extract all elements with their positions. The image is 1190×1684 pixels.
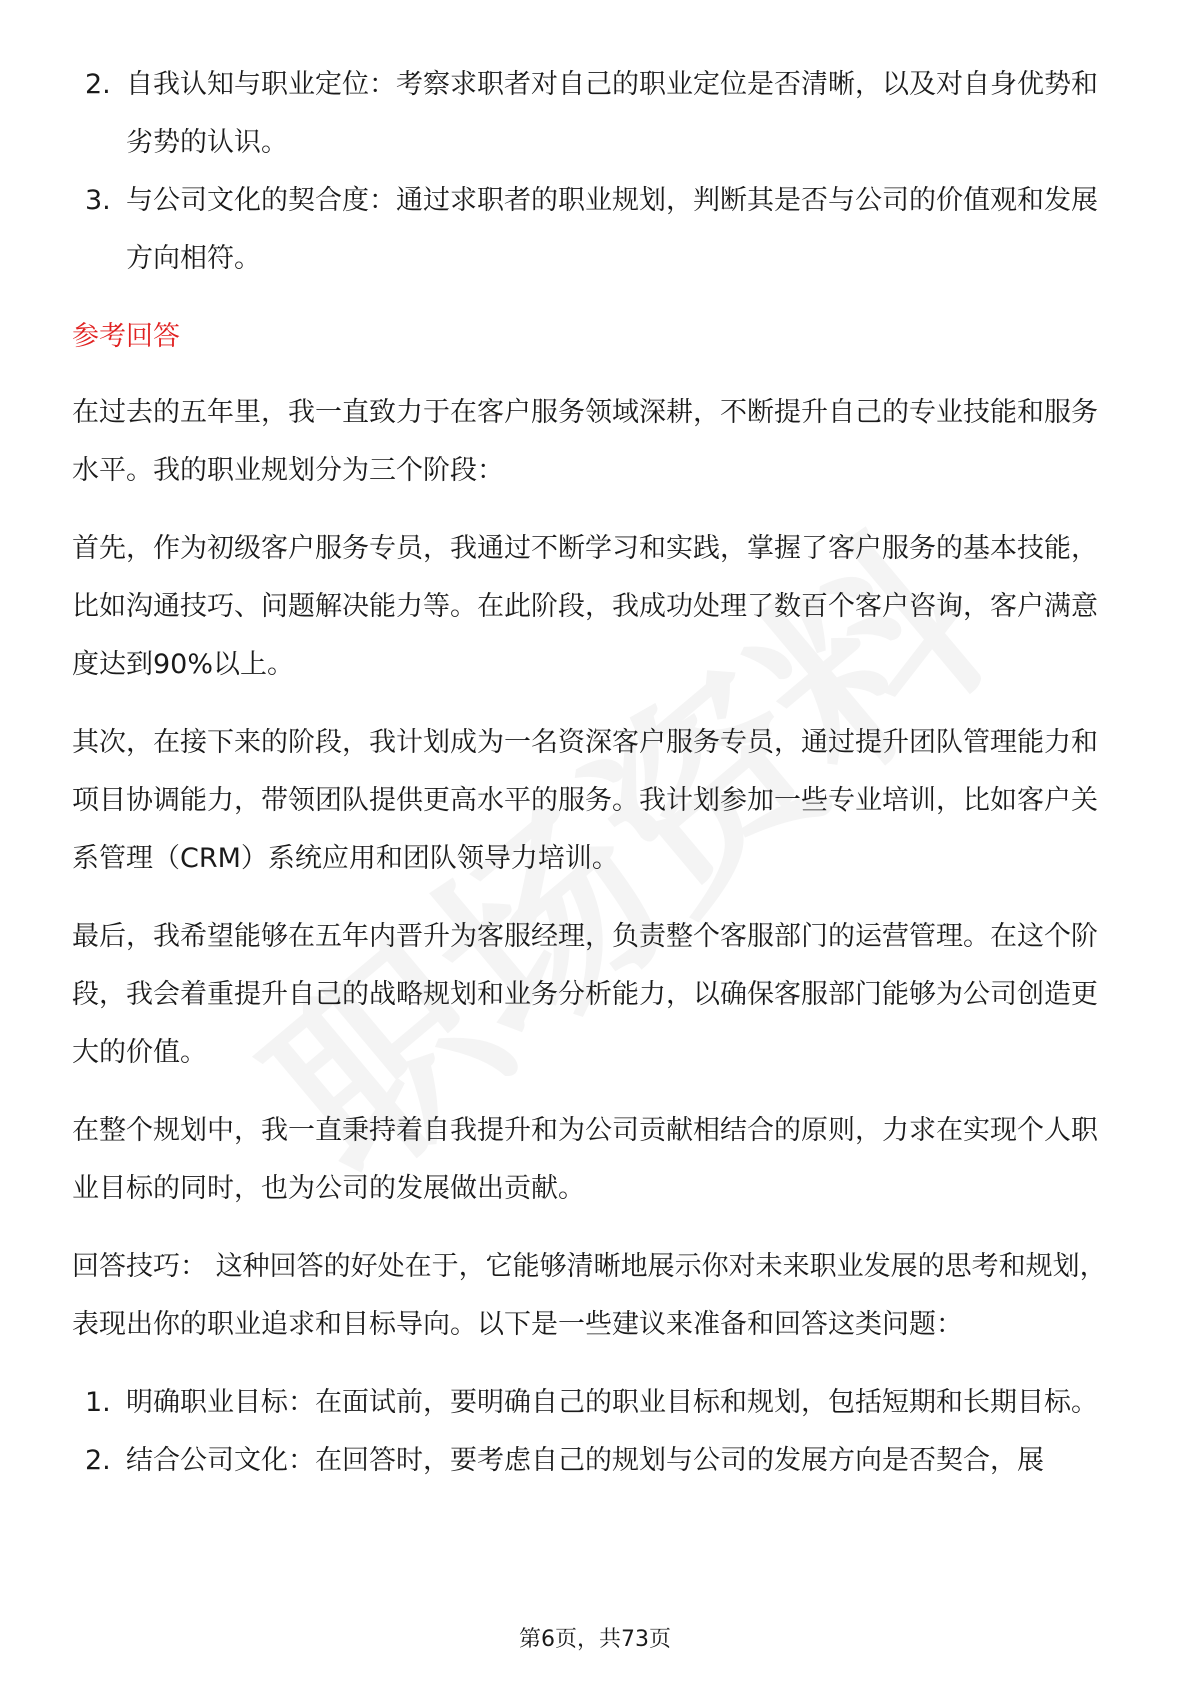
document-content bbox=[72, 56, 1122, 1490]
paragraph: 回答技巧： 这种回答的好处在于，它能够清晰地展示你对未来职业发展的思考和规划，表现出你的职业追求和目标导向。以下是一些建议来准备和回答这类问题： bbox=[72, 1251, 1107, 1340]
criteria-list bbox=[72, 56, 1122, 288]
list-item bbox=[72, 172, 1122, 288]
list-text: 自我认知与职业定位：考察求职者对自己的职业定位是否清晰，以及对自身优势和劣势的认识。 bbox=[126, 69, 1098, 158]
paragraph: 在过去的五年里，我一直致力于在客户服务领域深耕，不断提升自己的专业技能和服务水平。我的职业规划分为三个阶段： bbox=[72, 397, 1098, 486]
list-number: 2. bbox=[85, 1445, 111, 1476]
list-number: 3. bbox=[85, 185, 111, 216]
list-item bbox=[72, 1374, 1122, 1432]
list-number: 1. bbox=[85, 1387, 111, 1418]
list-item bbox=[72, 56, 1122, 172]
list-item bbox=[72, 1432, 1122, 1490]
paragraph: 其次，在接下来的阶段，我计划成为一名资深客户服务专员，通过提升团队管理能力和项目协调能力，带领团队提供更高水平的服务。我计划参加一些专业培训，比如客户关系管理（CRM）系统应用和团队领导力培训。 bbox=[72, 727, 1098, 874]
tips-list bbox=[72, 1374, 1122, 1490]
list-text: 与公司文化的契合度：通过求职者的职业规划，判断其是否与公司的价值观和发展方向相符。 bbox=[126, 185, 1098, 274]
paragraph: 在整个规划中，我一直秉持着自我提升和为公司贡献相结合的原则，力求在实现个人职业目标的同时，也为公司的发展做出贡献。 bbox=[72, 1115, 1098, 1204]
section-heading: 参考回答 bbox=[72, 321, 180, 352]
page-footer: 第6页，共73页 bbox=[519, 1627, 671, 1652]
paragraph: 最后，我希望能够在五年内晋升为客服经理，负责整个客服部门的运营管理。在这个阶段，我会着重提升自己的战略规划和业务分析能力，以确保客服部门能够为公司创造更大的价值。 bbox=[72, 921, 1098, 1068]
list-number: 2. bbox=[85, 69, 111, 100]
list-text: 结合公司文化：在回答时，要考虑自己的规划与公司的发展方向是否契合，展 bbox=[126, 1445, 1044, 1476]
list-text: 明确职业目标：在面试前，要明确自己的职业目标和规划，包括短期和长期目标。 bbox=[126, 1387, 1098, 1418]
paragraph: 首先，作为初级客户服务专员，我通过不断学习和实践，掌握了客户服务的基本技能，比如沟通技巧、问题解决能力等。在此阶段，我成功处理了数百个客户咨询，客户满意度达到90%以上。 bbox=[72, 533, 1098, 680]
